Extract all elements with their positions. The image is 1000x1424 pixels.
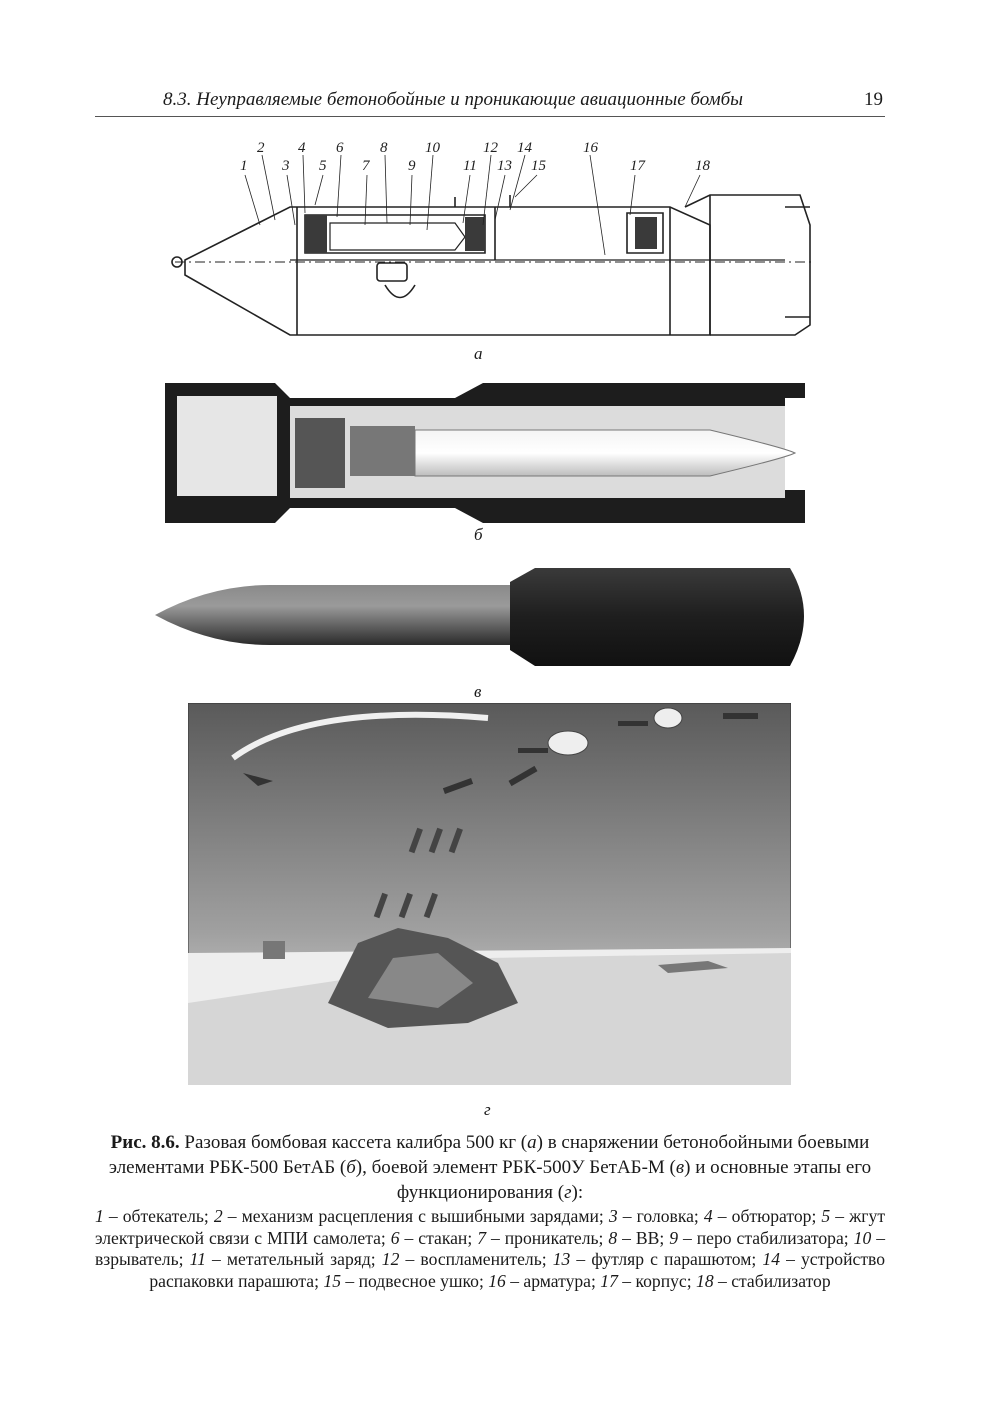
legend-text: – арматура; bbox=[505, 1270, 601, 1291]
legend-num: 18 bbox=[696, 1270, 714, 1291]
caption-text-2: ) в снаряжении бетонобойными боевыми элементами РБК-500 БетАБ ( bbox=[108, 1132, 870, 1178]
legend-num: 12 bbox=[381, 1249, 400, 1269]
legend-text: – подвесное ушко; bbox=[341, 1270, 489, 1291]
legend-num: 10 bbox=[853, 1227, 872, 1248]
legend-num: 4 bbox=[703, 1206, 713, 1226]
figure-legend bbox=[95, 1206, 885, 1292]
callout-11: 11 bbox=[463, 158, 477, 174]
callout-15: 15 bbox=[531, 158, 546, 174]
callout-12: 12 bbox=[483, 140, 498, 156]
legend-text: – воспламенитель; bbox=[399, 1249, 553, 1269]
callout-17: 17 bbox=[630, 158, 645, 174]
legend-num: 1 bbox=[95, 1206, 104, 1226]
legend-text: – ВВ; bbox=[617, 1227, 670, 1248]
legend-num: 6 bbox=[390, 1227, 400, 1248]
callout-7: 7 bbox=[362, 158, 370, 174]
figure-a-label: а bbox=[474, 344, 483, 363]
page-number: 19 bbox=[864, 89, 883, 110]
caption-text-5: ): bbox=[571, 1182, 584, 1203]
running-header bbox=[95, 88, 885, 117]
caption-figure-ref: Рис. 8.6. bbox=[110, 1132, 180, 1153]
callout-14: 14 bbox=[517, 140, 532, 156]
caption-text-1: Разовая бомбовая кассета калибра 500 кг ( bbox=[179, 1132, 528, 1153]
caption-italic-g: г bbox=[564, 1182, 572, 1203]
legend-text: – взрыватель; bbox=[95, 1227, 885, 1269]
legend-num: 8 bbox=[608, 1227, 618, 1248]
figure-c-photo bbox=[150, 560, 830, 675]
callout-2: 2 bbox=[257, 140, 265, 156]
callout-16: 16 bbox=[583, 140, 598, 156]
figure-d-label: г bbox=[484, 1100, 491, 1119]
legend-num: 13 bbox=[552, 1249, 571, 1269]
legend-num: 5 bbox=[821, 1206, 831, 1226]
callout-1: 1 bbox=[240, 158, 248, 174]
caption-italic-v: в bbox=[675, 1157, 685, 1178]
figure-b-photo bbox=[165, 378, 830, 528]
caption-text-4: ) и основные этапы его функционирования ( bbox=[396, 1157, 872, 1203]
legend-num: 7 bbox=[477, 1227, 486, 1248]
callout-6: 6 bbox=[336, 140, 344, 156]
legend-num: 14 bbox=[762, 1249, 780, 1269]
caption-italic-a: а bbox=[527, 1132, 537, 1153]
legend-text: – футляр с парашютом; bbox=[570, 1249, 763, 1269]
callout-3: 3 bbox=[282, 158, 290, 174]
legend-text: – перо стабилизатора; bbox=[678, 1227, 854, 1248]
figure-d-illustration bbox=[188, 703, 791, 1085]
legend-text: – стабилизатор bbox=[713, 1270, 831, 1291]
callout-10: 10 bbox=[425, 140, 440, 156]
callout-8: 8 bbox=[380, 140, 388, 156]
legend-num: 11 bbox=[189, 1249, 206, 1269]
legend-text: – проникатель; bbox=[486, 1227, 609, 1248]
header-title: 8.3. Неуправляемые бетонобойные и проникающие авиационные бомбы bbox=[163, 89, 744, 110]
callout-13: 13 bbox=[497, 158, 512, 174]
legend-text: – стакан; bbox=[399, 1227, 478, 1248]
callout-9: 9 bbox=[408, 158, 416, 174]
legend-text: – устройство распаковки парашюта; bbox=[149, 1249, 886, 1291]
legend-num: 16 bbox=[488, 1270, 506, 1291]
legend-text: – обтюратор; bbox=[712, 1206, 822, 1226]
figure-b-label: б bbox=[474, 525, 483, 544]
callout-4: 4 bbox=[298, 140, 306, 156]
caption-italic-b: б bbox=[346, 1157, 356, 1178]
callout-5: 5 bbox=[319, 158, 327, 174]
legend-num: 3 bbox=[608, 1206, 618, 1226]
legend-num: 15 bbox=[323, 1270, 341, 1291]
legend-text: – метательный заряд; bbox=[205, 1249, 382, 1269]
figure-caption bbox=[95, 1130, 885, 1205]
legend-text: – головка; bbox=[617, 1206, 704, 1226]
legend-num: 17 bbox=[600, 1270, 618, 1291]
legend-text: – корпус; bbox=[617, 1270, 697, 1291]
callout-18: 18 bbox=[695, 158, 710, 174]
figure-a-drawing bbox=[165, 135, 825, 345]
legend-text: – жгут электрической связи с МПИ самолета; bbox=[95, 1206, 886, 1248]
legend-text: – механизм расцепления с вышибными зарядами; bbox=[222, 1206, 609, 1226]
legend-num: 9 bbox=[669, 1227, 679, 1248]
legend-text: – обтекатель; bbox=[103, 1206, 214, 1226]
figure-c-label: в bbox=[474, 682, 482, 701]
caption-text-3: ), боевой элемент РБК-500У БетАБ-М ( bbox=[355, 1157, 676, 1178]
legend-num: 2 bbox=[213, 1206, 223, 1226]
